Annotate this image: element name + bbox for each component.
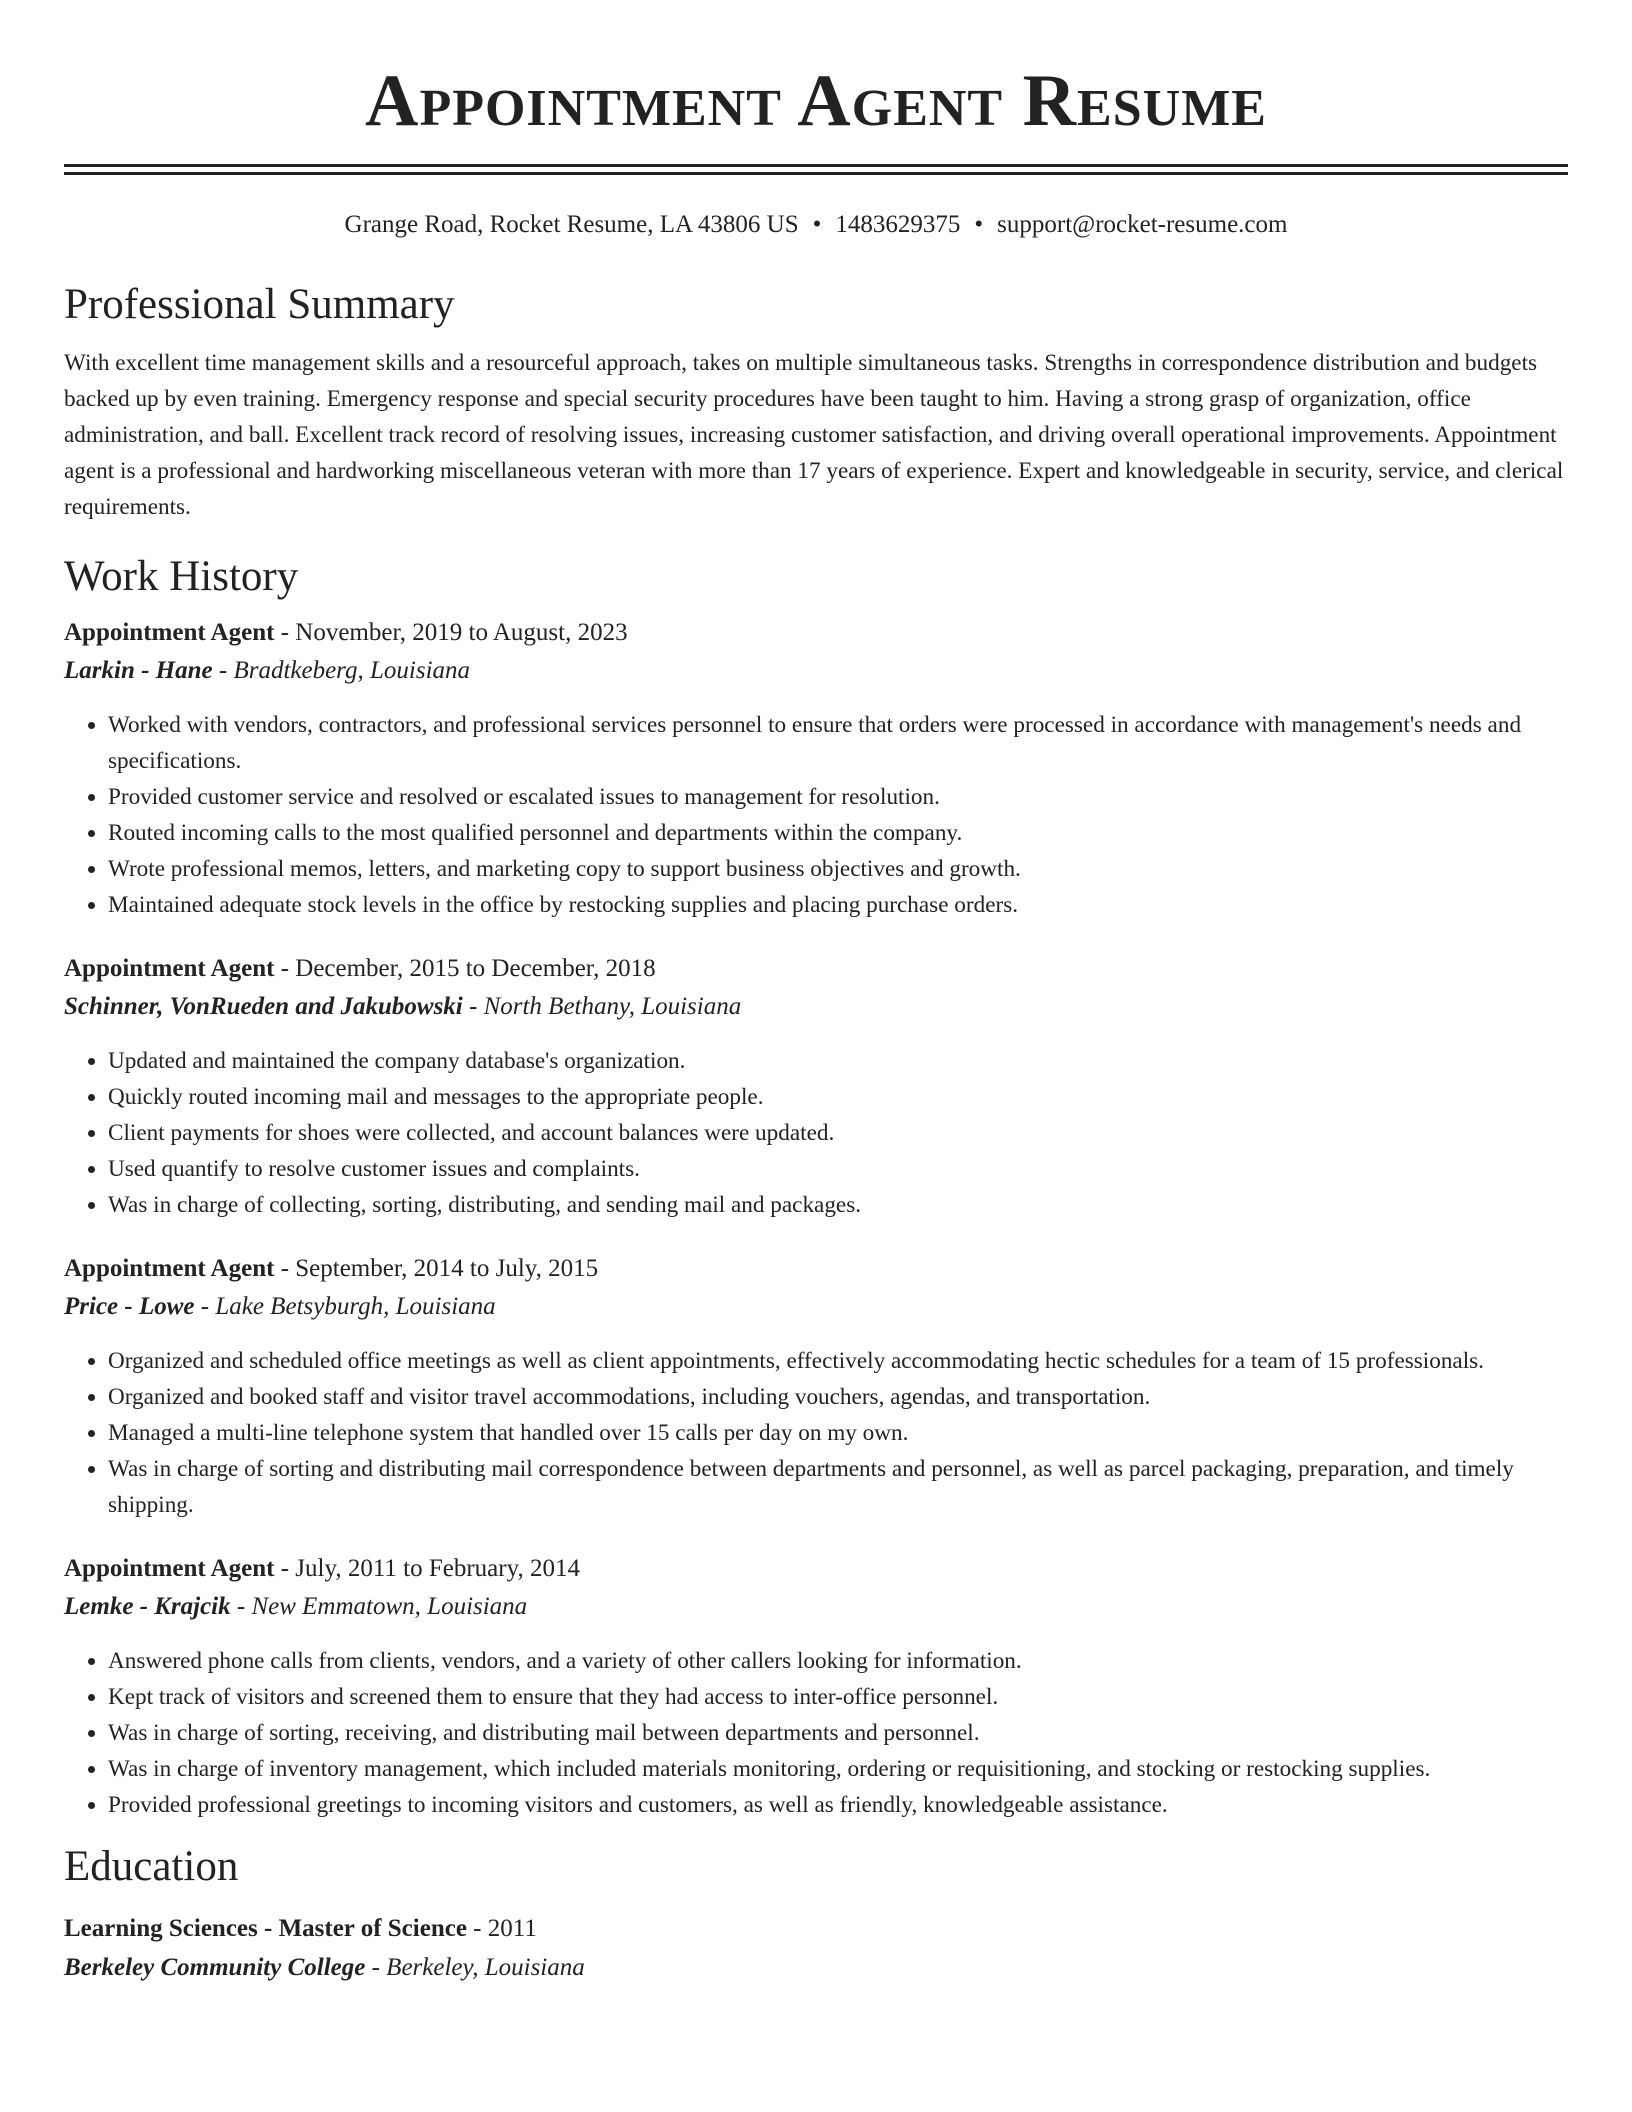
contact-address: Grange Road, Rocket Resume, LA 43806 US	[344, 211, 799, 238]
job-title: Appointment Agent	[64, 955, 275, 982]
job-company: Lemke - Krajcik	[64, 1593, 231, 1620]
job-bullet: • Maintained adequate stock levels in the office by restocking supplies and placing purchase orders.	[108, 887, 1568, 923]
job-bullet: • Provided customer service and resolved or escalated issues to management for resolution.	[108, 779, 1568, 815]
job-company: Schinner, VonRueden and Jakubowski	[64, 993, 463, 1020]
job-bullet: • Kept track of visitors and screened them to ensure that they had access to inter-office personnel.	[108, 1679, 1568, 1715]
job-bullets	[64, 1343, 1568, 1523]
contact-phone: 1483629375	[835, 211, 961, 238]
job-entry	[64, 1253, 1568, 1523]
job-bullet: • Client payments for shoes were collected, and account balances were updated.	[108, 1115, 1568, 1151]
job-company-line	[64, 655, 1568, 687]
job-bullet: • Was in charge of inventory management, which included materials monitoring, ordering or requisitioning, and stocking or restocking supplies.	[108, 1751, 1568, 1787]
job-bullet: • Was in charge of sorting and distributing mail correspondence between departments and personnel, as well as parcel packaging, preparation, and timely shipping.	[108, 1451, 1568, 1523]
job-bullet: • Answered phone calls from clients, vendors, and a variety of other callers looking for information.	[108, 1643, 1568, 1679]
job-entry	[64, 1553, 1568, 1823]
job-bullets	[64, 1643, 1568, 1823]
education-school-line	[64, 1952, 1568, 1984]
job-bullet: • Quickly routed incoming mail and messages to the appropriate people.	[108, 1079, 1568, 1115]
job-bullet: • Organized and scheduled office meetings as well as client appointments, effectively accommodating hectic schedules for a team of 15 professionals.	[108, 1343, 1568, 1379]
job-dates: - July, 2011 to February, 2014	[274, 1555, 580, 1582]
job-dates: - September, 2014 to July, 2015	[274, 1255, 599, 1282]
job-bullet: • Wrote professional memos, letters, and marketing copy to support business objectives and growth.	[108, 851, 1568, 887]
summary-heading: Professional Summary	[64, 281, 455, 328]
contact-separator: •	[974, 211, 984, 238]
job-entry	[64, 953, 1568, 1223]
job-bullet: • Provided professional greetings to incoming visitors and customers, as well as friendly, knowledgeable assistance.	[108, 1787, 1568, 1823]
contact-email: support@rocket-resume.com	[997, 211, 1288, 238]
job-bullet: • Was in charge of sorting, receiving, and distributing mail between departments and personnel.	[108, 1715, 1568, 1751]
job-header	[64, 1553, 1568, 1585]
job-dates: - December, 2015 to December, 2018	[274, 955, 656, 982]
job-company: Price - Lowe	[64, 1293, 195, 1320]
job-bullets	[64, 1043, 1568, 1223]
job-dates: - November, 2019 to August, 2023	[274, 619, 628, 646]
job-company-line	[64, 991, 1568, 1023]
job-location: - New Emmatown, Louisiana	[230, 1593, 528, 1620]
job-header	[64, 953, 1568, 985]
job-bullet: • Worked with vendors, contractors, and professional services personnel to ensure that orders were processed in accordance with management's needs and specifications.	[108, 707, 1568, 779]
job-company: Larkin - Hane	[64, 657, 213, 684]
job-entry	[64, 617, 1568, 923]
education-year: - 2011	[466, 1915, 537, 1942]
work-history-heading: Work History	[64, 553, 299, 600]
job-bullet: • Routed incoming calls to the most qualified personnel and departments within the company.	[108, 815, 1568, 851]
resume-title: Appointment Agent Resume	[365, 60, 1267, 142]
job-bullet: • Updated and maintained the company database's organization.	[108, 1043, 1568, 1079]
job-company-line	[64, 1591, 1568, 1623]
job-title: Appointment Agent	[64, 619, 275, 646]
job-bullet: • Used quantify to resolve customer issues and complaints.	[108, 1151, 1568, 1187]
job-title: Appointment Agent	[64, 1255, 275, 1282]
job-bullet: • Managed a multi-line telephone system that handled over 15 calls per day on my own.	[108, 1415, 1568, 1451]
job-company-line	[64, 1291, 1568, 1323]
education-degree-line	[64, 1913, 1568, 1945]
education-heading: Education	[64, 1843, 239, 1890]
education-degree: Learning Sciences - Master of Science	[64, 1915, 467, 1942]
contact-line	[64, 209, 1568, 241]
education-location: - Berkeley, Louisiana	[365, 1954, 585, 1981]
job-title: Appointment Agent	[64, 1555, 275, 1582]
job-location: - Lake Betsyburgh, Louisiana	[194, 1293, 496, 1320]
summary-text: With excellent time management skills and a resourceful approach, takes on multiple simultaneous tasks. Strengths in correspondence distribution and budgets backed up by even training. Emergency response and special security procedures have been taught to him. Having a strong grasp of organization, office administration, and ball. Excellent track record of resolving issues, increasing customer satisfaction, and driving overall operational improvements. Appointment agent is a professional and hardworking miscellaneous veteran with more than 17 years of experience. Expert and knowledgeable in security, service, and clerical requirements.	[64, 350, 1564, 520]
title-divider-thin	[64, 172, 1568, 175]
job-header	[64, 1253, 1568, 1285]
title-divider-thick	[64, 164, 1568, 167]
job-location: - North Bethany, Louisiana	[462, 993, 742, 1020]
job-bullet: • Was in charge of collecting, sorting, distributing, and sending mail and packages.	[108, 1187, 1568, 1223]
job-header	[64, 617, 1568, 649]
contact-separator: •	[812, 211, 822, 238]
job-bullets	[64, 707, 1568, 923]
job-bullet: • Organized and booked staff and visitor travel accommodations, including vouchers, agendas, and transportation.	[108, 1379, 1568, 1415]
job-location: - Bradtkeberg, Louisiana	[212, 657, 471, 684]
education-school: Berkeley Community College	[64, 1954, 366, 1981]
